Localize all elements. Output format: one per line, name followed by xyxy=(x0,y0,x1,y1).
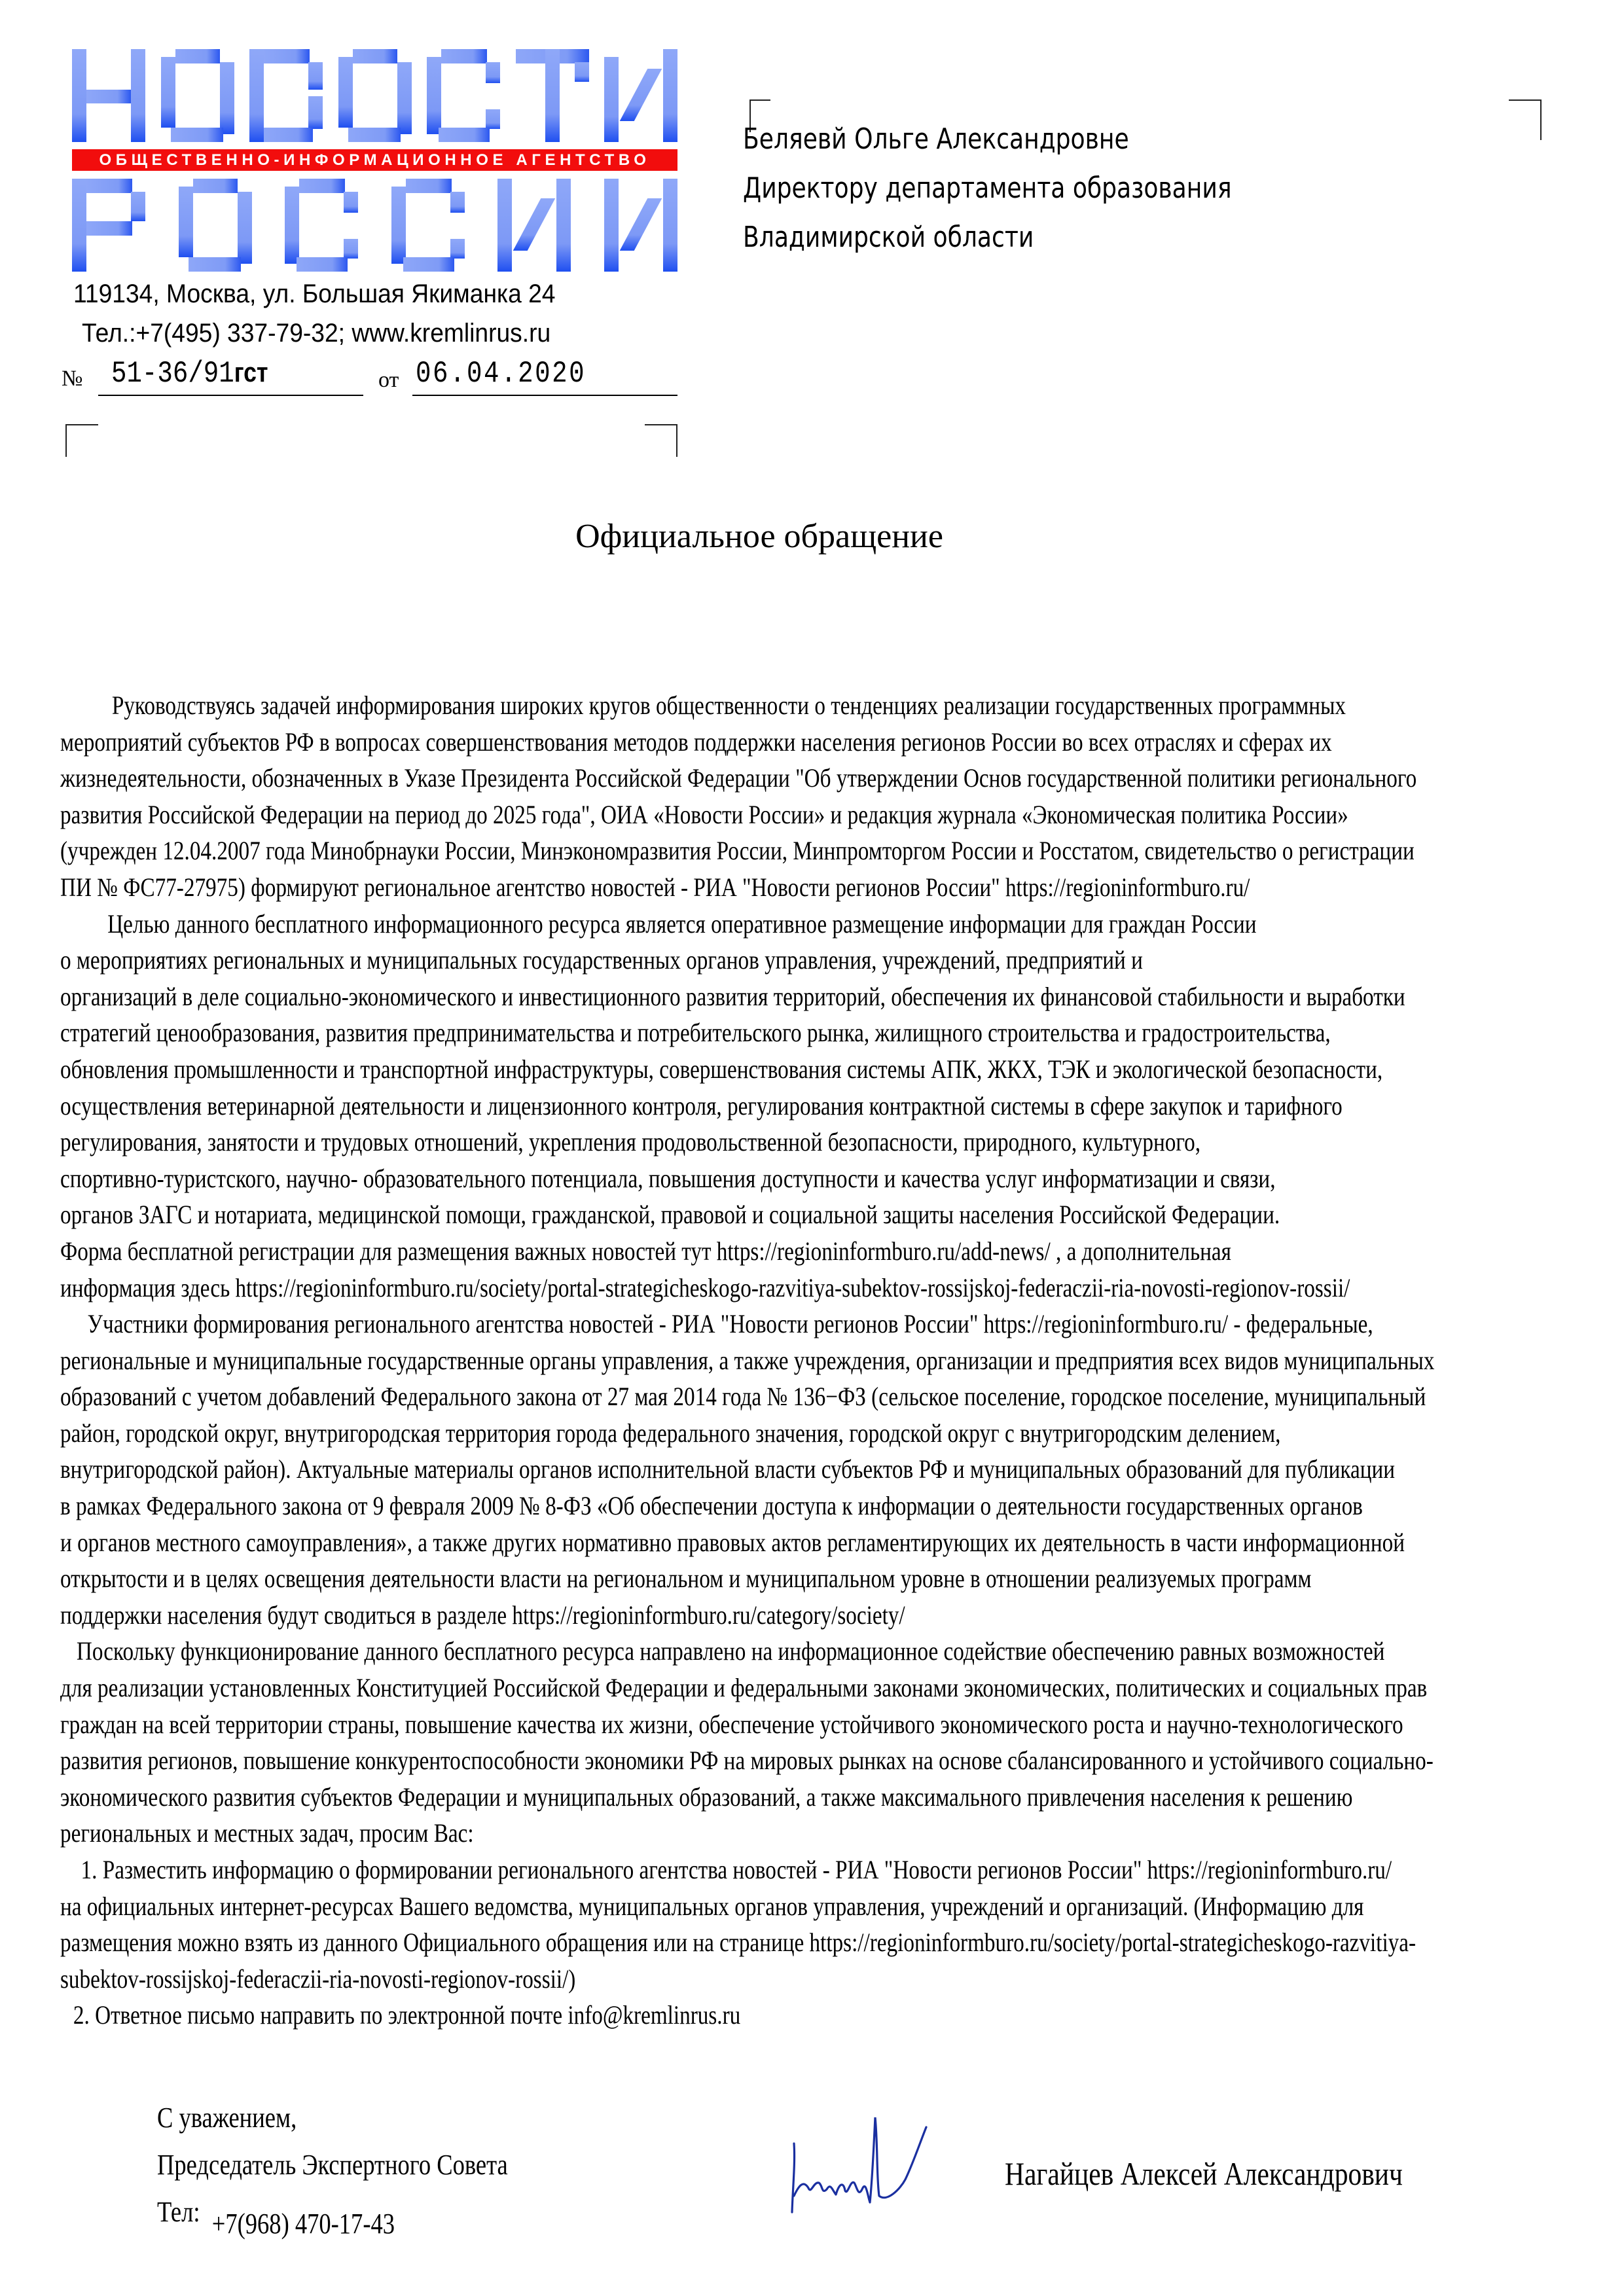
body-line: район, городской округ, внутригородская территория города федерального значения, городской округ с внутригородским делением, xyxy=(60,1418,1281,1448)
logo-letter xyxy=(285,179,358,272)
document-title: Официальное обращение xyxy=(575,518,943,555)
body-line: в рамках Федерального закона от 9 февраля 2009 № 8-ФЗ «Об обеспечении доступа к информации о деятельности государственных органов xyxy=(60,1491,1363,1521)
logo-letter xyxy=(72,179,145,272)
logo-letter xyxy=(604,179,677,272)
body-line: ПИ № ФС77-27975) формируют региональное агентство новостей - РИА "Новости регионов России" https://regioninformburo.ru/ xyxy=(60,872,1250,902)
signer-position: Председатель Экспертного Совета xyxy=(157,2149,508,2181)
reg-number xyxy=(111,357,268,391)
letter-body xyxy=(60,687,1592,2034)
body-line: региональные и муниципальные государственные органы управления, а также учреждения, организации и предприятия всех видов муниципальных xyxy=(60,1345,1435,1375)
logo-letter xyxy=(161,49,234,142)
logo-letter xyxy=(72,49,145,142)
body-line: subektov-rossijskoj-federaczii-ria-novosti-regionov-rossii/) xyxy=(60,1964,576,1994)
body-line: экономического развития субъектов Федерации и муниципальных образований, а также максимального привлечения населения к решению xyxy=(60,1782,1353,1812)
body-line: осуществления ветеринарной деятельности и лицензионного контроля, регулирования контрактной системы в сфере закупок и тарифного xyxy=(60,1090,1343,1121)
body-line: открытости и в целях освещения деятельности власти на региональном и муниципальном уровне в отношении реализуемых программ xyxy=(60,1564,1312,1594)
signature-block xyxy=(157,2094,508,2240)
logo-word-rossii xyxy=(72,179,677,272)
signer-name: Нагайцев Алексей Александрович xyxy=(1005,2155,1403,2192)
corner-bracket xyxy=(1509,99,1542,140)
addressee-name: Беляевй Ольге Александровне xyxy=(743,122,1129,156)
handwritten-signature-icon xyxy=(789,2117,985,2215)
body-line: развития Российской Федерации на период до 2025 года", ОИА «Новости России» и редакция журнала «Экономическая политика России» xyxy=(60,799,1348,829)
phone-row xyxy=(157,2189,508,2240)
org-address: 119134, Москва, ул. Большая Якиманка 24 xyxy=(73,279,556,308)
body-line: развития регионов, повышение конкурентоспособности экономики РФ на мировых рынках на основе сбалансированного и устойчивого социально- xyxy=(60,1746,1434,1776)
reg-number-value: 51-36/91 xyxy=(111,357,234,391)
logo-letter xyxy=(497,179,571,272)
closing: С уважением, xyxy=(157,2102,297,2134)
body-line: мероприятий субъектов РФ в вопросах совершенствования методов поддержки населения регионов России во всех отраслях и сферах их xyxy=(60,726,1332,757)
body-line: о мероприятиях региональных и муниципальных государственных органов управления, учреждений, предприятий и xyxy=(60,945,1143,975)
agency-logo xyxy=(72,49,677,272)
addressee-block xyxy=(743,115,1232,262)
body-line: региональных и местных задач, просим Вас: xyxy=(60,1818,474,1848)
body-line: 1. Разместить информацию о формировании регионального агентства новостей - РИА "Новости регионов России" https://regioninformburo.ru/ xyxy=(81,1855,1392,1884)
logo-letter xyxy=(516,49,589,142)
body-line: информация здесь https://regioninformburo.ru/society/portal-strategicheskogo-razvitiya-subektov-rossijskoj-federaczii-ria-novosti-regionov-rossii/ xyxy=(60,1272,1350,1302)
body-line: обновления промышленности и транспортной инфраструктуры, совершенствования системы АПК, ЖКХ, ТЭК и экологической безопасности, xyxy=(60,1054,1383,1084)
body-line: внутригородской район). Актуальные материалы органов исполнительной власти субъектов РФ и муниципальных образований для публикации xyxy=(60,1454,1396,1484)
body-line: на официальных интернет-ресурсах Вашего ведомства, муниципальных органов управления, учреждений и организаций. (Информацию для xyxy=(60,1891,1364,1921)
logo-word-novosti xyxy=(72,49,677,142)
addressee-position: Директору департамента образования xyxy=(743,171,1232,205)
body-line: и органов местного самоуправления», а также других нормативно правовых актов регламентирующих их деятельность в части информационной xyxy=(60,1527,1405,1557)
body-line: жизнедеятельности, обозначенных в Указе Президента Российской Федерации "Об утверждении Основ государственной политики регионального xyxy=(60,763,1417,793)
logo-letter xyxy=(338,49,412,142)
body-line: спортивно-туристского, научно- образовательного потенциала, повышения доступности и качества услуг информатизации и связи, xyxy=(60,1163,1276,1193)
reg-number-label: № xyxy=(62,367,83,391)
body-line: Участники формирования регионального агентства новостей - РИА "Новости регионов России" https://regioninformburo.ru/ - федеральные, xyxy=(87,1309,1373,1339)
body-line: 2. Ответное письмо направить по электронной почте info@kremlinrus.ru xyxy=(73,2000,741,2030)
body-line: (учрежден 12.04.2007 года Минобрнауки России, Минэкономразвития России, Минпромторгом России и Росстатом, свидетельство о регистрации xyxy=(60,836,1415,866)
logo-letter xyxy=(427,49,500,142)
body-line: Форма бесплатной регистрации для размещения важных новостей тут https://regioninformburo.ru/add-news/ , а дополнительная xyxy=(60,1236,1231,1266)
phone-label: Тел: xyxy=(157,2196,200,2228)
body-line: Руководствуясь задачей информирования широких кругов общественности о тенденциях реализации государственных программных xyxy=(111,691,1346,720)
reg-number-suffix: гст xyxy=(234,357,268,387)
logo-band: ОБЩЕСТВЕННО-ИНФОРМАЦИОННОЕ АГЕНТСТВО xyxy=(72,149,677,171)
body-line: поддержки населения будут сводиться в разделе https://regioninformburo.ru/category/society/ xyxy=(60,1600,905,1630)
corner-bracket xyxy=(65,424,98,457)
body-line: организаций в деле социально-экономического и инвестиционного развития территорий, обеспечения их финансовой стабильности и выработки xyxy=(60,981,1405,1011)
phone-number: +7(968) 470-17-43 xyxy=(211,2208,395,2240)
date-label: от xyxy=(378,368,399,392)
corner-bracket xyxy=(645,424,677,457)
logo-letter xyxy=(179,179,252,272)
body-line: Целью данного бесплатного информационного ресурса является оперативное размещение информации для граждан России xyxy=(107,908,1257,939)
body-line: для реализации установленных Конституцией Российской Федерации и федеральными законами экономических, политических и социальных прав xyxy=(60,1673,1428,1703)
body-line: граждан на всей территории страны, повышение качества их жизни, обеспечение устойчивого экономического роста и научно-технологического xyxy=(60,1709,1403,1739)
body-line: регулирования, занятости и трудовых отношений, укрепления продовольственной безопасности, природного, культурного, xyxy=(60,1127,1201,1157)
body-line: образований с учетом добавлений Федерального закона от 27 мая 2014 года № 136−ФЗ (сельское поселение, городское поселение, муниципальный xyxy=(60,1382,1426,1412)
body-line: стратегий ценообразования, развития предпринимательства и потребительского рынка, жилищного строительства и градостроительства, xyxy=(60,1018,1331,1048)
org-contacts: Тел.:+7(495) 337-79-32; www.kremlinrus.ru xyxy=(82,319,551,348)
letter-date: 06.04.2020 xyxy=(416,357,586,391)
body-line: Поскольку функционирование данного бесплатного ресурса направлено на информационное содействие обеспечению равных возможностей xyxy=(76,1636,1385,1666)
body-line: размещения можно взять из данного Официального обращения или на странице https://regioninformburo.ru/society/portal-strategicheskogo-razvitiya- xyxy=(60,1928,1416,1958)
logo-letter xyxy=(604,49,677,142)
addressee-region: Владимирской области xyxy=(743,221,1034,254)
reg-number-underline xyxy=(98,395,363,396)
logo-letter xyxy=(249,49,323,142)
body-line: органов ЗАГС и нотариата, медицинской помощи, гражданской, правовой и социальной защиты населения Российской Федерации. xyxy=(60,1200,1280,1230)
date-underline xyxy=(412,395,677,396)
logo-letter xyxy=(391,179,465,272)
